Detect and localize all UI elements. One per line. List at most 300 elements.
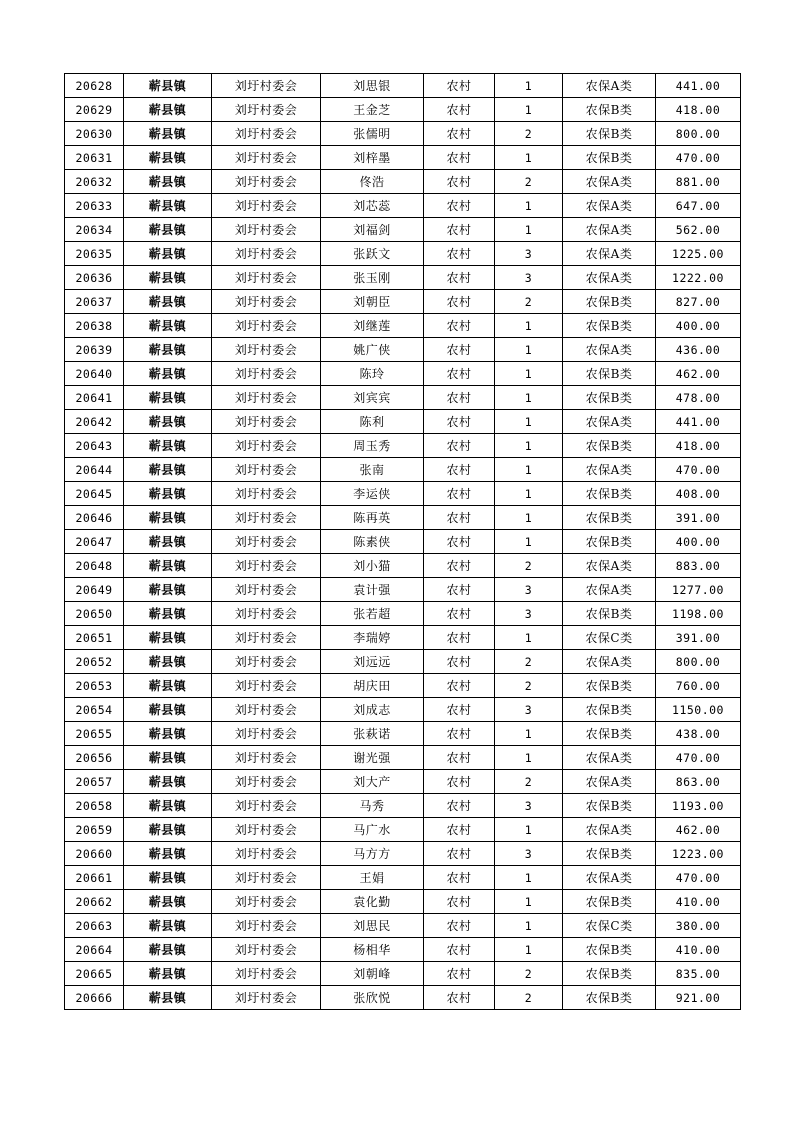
cell-village: 刘圩村委会	[212, 866, 321, 890]
cell-count: 1	[495, 530, 563, 554]
cell-residence: 农村	[424, 410, 495, 434]
cell-id: 20649	[65, 578, 124, 602]
cell-name: 谢光强	[321, 746, 424, 770]
cell-count: 2	[495, 170, 563, 194]
cell-village: 刘圩村委会	[212, 650, 321, 674]
table-row	[65, 602, 741, 626]
table-row	[65, 146, 741, 170]
cell-residence: 农村	[424, 962, 495, 986]
cell-category: 农保A类	[563, 410, 656, 434]
cell-category: 农保A类	[563, 218, 656, 242]
cell-town: 蕲县镇	[124, 146, 212, 170]
cell-village: 刘圩村委会	[212, 626, 321, 650]
cell-name: 张南	[321, 458, 424, 482]
table-row	[65, 650, 741, 674]
cell-category: 农保A类	[563, 74, 656, 98]
cell-id: 20638	[65, 314, 124, 338]
cell-name: 李瑞婷	[321, 626, 424, 650]
cell-amount: 647.00	[656, 194, 741, 218]
cell-town: 蕲县镇	[124, 794, 212, 818]
cell-residence: 农村	[424, 146, 495, 170]
cell-amount: 1198.00	[656, 602, 741, 626]
cell-id: 20628	[65, 74, 124, 98]
cell-id: 20646	[65, 506, 124, 530]
cell-residence: 农村	[424, 986, 495, 1010]
table-row	[65, 170, 741, 194]
table-row	[65, 218, 741, 242]
cell-amount: 418.00	[656, 434, 741, 458]
cell-village: 刘圩村委会	[212, 602, 321, 626]
cell-amount: 462.00	[656, 818, 741, 842]
cell-id: 20634	[65, 218, 124, 242]
cell-category: 农保B类	[563, 962, 656, 986]
cell-town: 蕲县镇	[124, 314, 212, 338]
cell-category: 农保B类	[563, 386, 656, 410]
cell-name: 胡庆田	[321, 674, 424, 698]
cell-town: 蕲县镇	[124, 746, 212, 770]
cell-town: 蕲县镇	[124, 410, 212, 434]
cell-id: 20643	[65, 434, 124, 458]
cell-amount: 921.00	[656, 986, 741, 1010]
cell-amount: 1150.00	[656, 698, 741, 722]
cell-category: 农保B类	[563, 938, 656, 962]
cell-residence: 农村	[424, 386, 495, 410]
cell-village: 刘圩村委会	[212, 530, 321, 554]
table-row	[65, 530, 741, 554]
cell-amount: 478.00	[656, 386, 741, 410]
cell-town: 蕲县镇	[124, 338, 212, 362]
cell-village: 刘圩村委会	[212, 770, 321, 794]
cell-residence: 农村	[424, 698, 495, 722]
cell-id: 20658	[65, 794, 124, 818]
cell-village: 刘圩村委会	[212, 266, 321, 290]
cell-town: 蕲县镇	[124, 290, 212, 314]
cell-id: 20633	[65, 194, 124, 218]
cell-id: 20645	[65, 482, 124, 506]
cell-amount: 1277.00	[656, 578, 741, 602]
cell-village: 刘圩村委会	[212, 818, 321, 842]
cell-town: 蕲县镇	[124, 242, 212, 266]
table-row	[65, 770, 741, 794]
cell-id: 20631	[65, 146, 124, 170]
cell-count: 3	[495, 242, 563, 266]
cell-count: 1	[495, 410, 563, 434]
cell-residence: 农村	[424, 770, 495, 794]
cell-count: 1	[495, 362, 563, 386]
cell-name: 刘宾宾	[321, 386, 424, 410]
cell-count: 1	[495, 506, 563, 530]
cell-amount: 835.00	[656, 962, 741, 986]
cell-count: 1	[495, 74, 563, 98]
cell-name: 杨相华	[321, 938, 424, 962]
cell-village: 刘圩村委会	[212, 218, 321, 242]
cell-name: 刘芯蕊	[321, 194, 424, 218]
cell-village: 刘圩村委会	[212, 74, 321, 98]
cell-count: 2	[495, 290, 563, 314]
cell-amount: 1222.00	[656, 266, 741, 290]
cell-residence: 农村	[424, 794, 495, 818]
cell-village: 刘圩村委会	[212, 482, 321, 506]
cell-residence: 农村	[424, 194, 495, 218]
cell-id: 20662	[65, 890, 124, 914]
cell-residence: 农村	[424, 866, 495, 890]
table-row	[65, 938, 741, 962]
cell-name: 袁化勤	[321, 890, 424, 914]
table-row	[65, 362, 741, 386]
cell-residence: 农村	[424, 242, 495, 266]
cell-town: 蕲县镇	[124, 914, 212, 938]
cell-id: 20664	[65, 938, 124, 962]
cell-village: 刘圩村委会	[212, 362, 321, 386]
cell-count: 2	[495, 554, 563, 578]
cell-residence: 农村	[424, 290, 495, 314]
cell-category: 农保A类	[563, 266, 656, 290]
cell-town: 蕲县镇	[124, 818, 212, 842]
cell-town: 蕲县镇	[124, 122, 212, 146]
cell-name: 刘朝峰	[321, 962, 424, 986]
table-row	[65, 746, 741, 770]
cell-count: 1	[495, 482, 563, 506]
cell-count: 1	[495, 338, 563, 362]
cell-name: 袁计强	[321, 578, 424, 602]
cell-category: 农保B类	[563, 986, 656, 1010]
cell-name: 刘梓墨	[321, 146, 424, 170]
cell-count: 1	[495, 98, 563, 122]
table-row	[65, 410, 741, 434]
cell-village: 刘圩村委会	[212, 578, 321, 602]
cell-id: 20642	[65, 410, 124, 434]
cell-id: 20629	[65, 98, 124, 122]
cell-residence: 农村	[424, 650, 495, 674]
cell-name: 刘远远	[321, 650, 424, 674]
cell-name: 佟浩	[321, 170, 424, 194]
cell-name: 王娟	[321, 866, 424, 890]
cell-amount: 441.00	[656, 410, 741, 434]
cell-id: 20637	[65, 290, 124, 314]
cell-category: 农保B类	[563, 602, 656, 626]
cell-count: 1	[495, 626, 563, 650]
cell-town: 蕲县镇	[124, 890, 212, 914]
cell-residence: 农村	[424, 266, 495, 290]
cell-name: 李运侠	[321, 482, 424, 506]
cell-category: 农保B类	[563, 530, 656, 554]
cell-name: 刘继莲	[321, 314, 424, 338]
table-row	[65, 98, 741, 122]
cell-town: 蕲县镇	[124, 434, 212, 458]
cell-category: 农保B类	[563, 122, 656, 146]
cell-count: 3	[495, 602, 563, 626]
cell-village: 刘圩村委会	[212, 194, 321, 218]
cell-village: 刘圩村委会	[212, 98, 321, 122]
table-row	[65, 674, 741, 698]
cell-town: 蕲县镇	[124, 674, 212, 698]
table-row	[65, 554, 741, 578]
cell-residence: 农村	[424, 74, 495, 98]
cell-town: 蕲县镇	[124, 842, 212, 866]
table-row	[65, 818, 741, 842]
cell-name: 陈素侠	[321, 530, 424, 554]
cell-name: 马方方	[321, 842, 424, 866]
cell-category: 农保B类	[563, 698, 656, 722]
table-row	[65, 482, 741, 506]
cell-town: 蕲县镇	[124, 650, 212, 674]
cell-category: 农保B类	[563, 674, 656, 698]
cell-village: 刘圩村委会	[212, 554, 321, 578]
cell-village: 刘圩村委会	[212, 314, 321, 338]
cell-residence: 农村	[424, 218, 495, 242]
table-row	[65, 890, 741, 914]
cell-residence: 农村	[424, 554, 495, 578]
cell-count: 1	[495, 866, 563, 890]
cell-count: 1	[495, 746, 563, 770]
cell-name: 张萩诺	[321, 722, 424, 746]
cell-town: 蕲县镇	[124, 170, 212, 194]
cell-id: 20655	[65, 722, 124, 746]
cell-residence: 农村	[424, 482, 495, 506]
table-row	[65, 842, 741, 866]
cell-name: 刘福剑	[321, 218, 424, 242]
cell-count: 1	[495, 314, 563, 338]
cell-id: 20630	[65, 122, 124, 146]
cell-village: 刘圩村委会	[212, 338, 321, 362]
cell-village: 刘圩村委会	[212, 122, 321, 146]
cell-town: 蕲县镇	[124, 866, 212, 890]
cell-residence: 农村	[424, 434, 495, 458]
cell-name: 王金芝	[321, 98, 424, 122]
cell-name: 周玉秀	[321, 434, 424, 458]
cell-amount: 408.00	[656, 482, 741, 506]
cell-category: 农保A类	[563, 194, 656, 218]
cell-name: 刘思民	[321, 914, 424, 938]
cell-id: 20661	[65, 866, 124, 890]
cell-amount: 418.00	[656, 98, 741, 122]
cell-residence: 农村	[424, 674, 495, 698]
cell-residence: 农村	[424, 914, 495, 938]
cell-category: 农保A类	[563, 578, 656, 602]
table-row	[65, 578, 741, 602]
cell-village: 刘圩村委会	[212, 986, 321, 1010]
cell-category: 农保B类	[563, 506, 656, 530]
cell-id: 20632	[65, 170, 124, 194]
cell-count: 2	[495, 650, 563, 674]
cell-town: 蕲县镇	[124, 722, 212, 746]
cell-name: 刘成志	[321, 698, 424, 722]
cell-category: 农保C类	[563, 626, 656, 650]
cell-town: 蕲县镇	[124, 578, 212, 602]
cell-village: 刘圩村委会	[212, 434, 321, 458]
cell-residence: 农村	[424, 98, 495, 122]
table-row	[65, 338, 741, 362]
cell-residence: 农村	[424, 842, 495, 866]
cell-amount: 410.00	[656, 938, 741, 962]
cell-village: 刘圩村委会	[212, 290, 321, 314]
cell-residence: 农村	[424, 722, 495, 746]
cell-village: 刘圩村委会	[212, 170, 321, 194]
table-row	[65, 626, 741, 650]
cell-amount: 391.00	[656, 506, 741, 530]
cell-amount: 410.00	[656, 890, 741, 914]
table-row	[65, 722, 741, 746]
cell-town: 蕲县镇	[124, 962, 212, 986]
cell-amount: 883.00	[656, 554, 741, 578]
table-row	[65, 314, 741, 338]
cell-village: 刘圩村委会	[212, 794, 321, 818]
table-row	[65, 866, 741, 890]
cell-residence: 农村	[424, 170, 495, 194]
cell-village: 刘圩村委会	[212, 386, 321, 410]
cell-residence: 农村	[424, 530, 495, 554]
cell-amount: 462.00	[656, 362, 741, 386]
cell-count: 1	[495, 194, 563, 218]
cell-category: 农保A类	[563, 746, 656, 770]
cell-residence: 农村	[424, 362, 495, 386]
cell-village: 刘圩村委会	[212, 698, 321, 722]
cell-id: 20654	[65, 698, 124, 722]
cell-name: 刘小猫	[321, 554, 424, 578]
cell-id: 20640	[65, 362, 124, 386]
cell-residence: 农村	[424, 578, 495, 602]
table-row	[65, 290, 741, 314]
cell-residence: 农村	[424, 338, 495, 362]
cell-amount: 562.00	[656, 218, 741, 242]
cell-id: 20656	[65, 746, 124, 770]
cell-name: 张跃文	[321, 242, 424, 266]
table-row	[65, 386, 741, 410]
cell-town: 蕲县镇	[124, 98, 212, 122]
cell-village: 刘圩村委会	[212, 722, 321, 746]
cell-amount: 863.00	[656, 770, 741, 794]
cell-id: 20665	[65, 962, 124, 986]
cell-amount: 391.00	[656, 626, 741, 650]
cell-name: 张欣悦	[321, 986, 424, 1010]
cell-town: 蕲县镇	[124, 938, 212, 962]
cell-id: 20657	[65, 770, 124, 794]
cell-category: 农保B类	[563, 842, 656, 866]
cell-amount: 760.00	[656, 674, 741, 698]
cell-category: 农保B类	[563, 290, 656, 314]
cell-id: 20653	[65, 674, 124, 698]
cell-count: 1	[495, 818, 563, 842]
cell-residence: 农村	[424, 890, 495, 914]
cell-amount: 441.00	[656, 74, 741, 98]
cell-town: 蕲县镇	[124, 986, 212, 1010]
cell-town: 蕲县镇	[124, 386, 212, 410]
cell-count: 1	[495, 146, 563, 170]
cell-id: 20650	[65, 602, 124, 626]
table-row	[65, 698, 741, 722]
cell-town: 蕲县镇	[124, 698, 212, 722]
cell-name: 姚广侠	[321, 338, 424, 362]
cell-town: 蕲县镇	[124, 482, 212, 506]
cell-category: 农保B类	[563, 794, 656, 818]
cell-category: 农保A类	[563, 242, 656, 266]
cell-village: 刘圩村委会	[212, 458, 321, 482]
cell-name: 陈玲	[321, 362, 424, 386]
cell-amount: 1223.00	[656, 842, 741, 866]
cell-category: 农保B类	[563, 890, 656, 914]
cell-town: 蕲县镇	[124, 770, 212, 794]
cell-id: 20659	[65, 818, 124, 842]
cell-count: 1	[495, 722, 563, 746]
cell-category: 农保A类	[563, 338, 656, 362]
cell-town: 蕲县镇	[124, 194, 212, 218]
cell-village: 刘圩村委会	[212, 410, 321, 434]
cell-count: 3	[495, 698, 563, 722]
cell-residence: 农村	[424, 458, 495, 482]
cell-category: 农保B类	[563, 146, 656, 170]
cell-town: 蕲县镇	[124, 626, 212, 650]
cell-village: 刘圩村委会	[212, 146, 321, 170]
cell-count: 2	[495, 770, 563, 794]
cell-town: 蕲县镇	[124, 602, 212, 626]
cell-residence: 农村	[424, 314, 495, 338]
table-row	[65, 794, 741, 818]
cell-name: 刘朝臣	[321, 290, 424, 314]
cell-id: 20651	[65, 626, 124, 650]
cell-id: 20639	[65, 338, 124, 362]
cell-name: 马秀	[321, 794, 424, 818]
cell-name: 张儒明	[321, 122, 424, 146]
cell-id: 20635	[65, 242, 124, 266]
cell-amount: 800.00	[656, 122, 741, 146]
benefit-roster-table	[64, 73, 741, 1010]
cell-amount: 800.00	[656, 650, 741, 674]
cell-count: 3	[495, 578, 563, 602]
cell-residence: 农村	[424, 938, 495, 962]
cell-residence: 农村	[424, 506, 495, 530]
cell-count: 3	[495, 266, 563, 290]
cell-category: 农保A类	[563, 554, 656, 578]
cell-town: 蕲县镇	[124, 362, 212, 386]
cell-count: 1	[495, 218, 563, 242]
cell-count: 1	[495, 938, 563, 962]
cell-amount: 470.00	[656, 146, 741, 170]
cell-town: 蕲县镇	[124, 74, 212, 98]
table-row	[65, 74, 741, 98]
cell-town: 蕲县镇	[124, 530, 212, 554]
table-row	[65, 986, 741, 1010]
cell-category: 农保A类	[563, 170, 656, 194]
cell-category: 农保B类	[563, 482, 656, 506]
cell-town: 蕲县镇	[124, 554, 212, 578]
cell-id: 20660	[65, 842, 124, 866]
cell-town: 蕲县镇	[124, 506, 212, 530]
cell-count: 3	[495, 842, 563, 866]
cell-amount: 400.00	[656, 314, 741, 338]
cell-residence: 农村	[424, 602, 495, 626]
cell-category: 农保B类	[563, 362, 656, 386]
cell-name: 马广水	[321, 818, 424, 842]
cell-category: 农保B类	[563, 722, 656, 746]
cell-id: 20644	[65, 458, 124, 482]
cell-village: 刘圩村委会	[212, 746, 321, 770]
cell-count: 1	[495, 386, 563, 410]
cell-amount: 881.00	[656, 170, 741, 194]
table-row	[65, 914, 741, 938]
cell-id: 20647	[65, 530, 124, 554]
cell-category: 农保B类	[563, 434, 656, 458]
cell-category: 农保A类	[563, 770, 656, 794]
cell-amount: 827.00	[656, 290, 741, 314]
cell-count: 1	[495, 914, 563, 938]
cell-amount: 1193.00	[656, 794, 741, 818]
cell-amount: 1225.00	[656, 242, 741, 266]
cell-amount: 438.00	[656, 722, 741, 746]
cell-residence: 农村	[424, 122, 495, 146]
cell-residence: 农村	[424, 746, 495, 770]
cell-amount: 470.00	[656, 458, 741, 482]
cell-count: 3	[495, 794, 563, 818]
